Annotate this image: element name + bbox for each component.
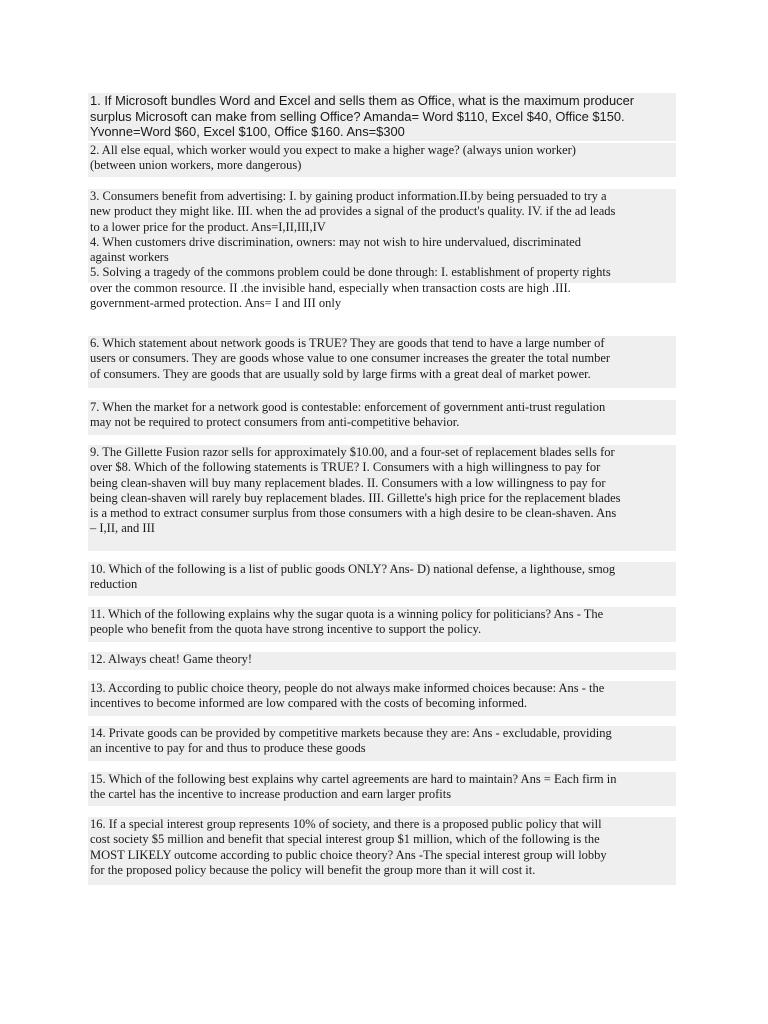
question-14-paragraph: 14. Private goods can be provided by competitive markets because they are: Ans - excludable, providing an incentive to pay for and thus to produce these goods: [88, 726, 676, 761]
question-11-paragraph: 11. Which of the following explains why the sugar quota is a winning policy for politicians? Ans - The people who benefit from the quota have strong incentive to support the policy.: [88, 607, 676, 642]
question-15-paragraph: 15. Which of the following best explains why cartel agreements are hard to maintain? Ans = Each firm in the cartel has the incentive to increase production and earn larger profits: [88, 772, 676, 806]
question-16-paragraph: 16. If a special interest group represents 10% of society, and there is a proposed public policy that will cost society $5 million and benefit that special interest group $1 million, which of the following is the MOST LIKELY outcome according to public choice theory? Ans -The special interest group will lobby for the proposed policy because the policy will benefit the group more than it will cost it.: [88, 817, 676, 885]
question-1-paragraph: 1. If Microsoft bundles Word and Excel and sells them as Office, what is the maximum producer surplus Microsoft can make from selling Office? Amanda= Word $110, Excel $40, Office $150. Yvonne=Word $60, Excel $100, Office $160. Ans=$300: [88, 93, 676, 141]
question-12-paragraph: 12. Always cheat! Game theory!: [88, 652, 676, 670]
question-2-paragraph: 2. All else equal, which worker would you expect to make a higher wage? (always union worker) (between union workers, more dangerous): [88, 143, 676, 177]
questions-3-to-5-paragraph: 3. Consumers benefit from advertising: I. by gaining product information.II.by being persuaded to try a new product they might like. III. when the ad provides a signal of the product's quality. IV. if the ad leads to a lower price for the product. Ans=I,II,III,IV 4. When customers drive discrimination, owners: may not wish to hire undervalued, discriminated against workers 5. Solving a tragedy of the commons problem could be done through: I. establishment of property rights over the common resource. II .the invisible hand, especially when transaction costs are high .III. government-armed protection. Ans= I and III only: [88, 189, 676, 283]
question-7-paragraph: 7. When the market for a network good is contestable: enforcement of government anti-trust regulation may not be required to protect consumers from anti-competitive behavior.: [88, 400, 676, 435]
question-6-paragraph: 6. Which statement about network goods is TRUE? They are goods that tend to have a large number of users or consumers. They are goods whose value to one consumer increases the greater the total number of consumers. They are goods that are usually sold by large firms with a great deal of market power.: [88, 336, 676, 388]
question-13-paragraph: 13. According to public choice theory, people do not always make informed choices because: Ans - the incentives to become informed are low compared with the costs of becoming informed.: [88, 681, 676, 716]
question-9-paragraph: 9. The Gillette Fusion razor sells for approximately $10.00, and a four-set of replacement blades sells for over $8. Which of the following statements is TRUE? I. Consumers with a high willingness to pay for being clean-shaven will buy many replacement blades. II. Consumers with a low willingness to pay for being clean-shaven will rarely buy replacement blades. III. Gillette's high price for the replacement blades is a method to extract consumer surplus from those consumers with a high desire to be clean-shaven. Ans – I,II, and III: [88, 445, 676, 551]
question-10-paragraph: 10. Which of the following is a list of public goods ONLY? Ans- D) national defense, a lighthouse, smog reduction: [88, 562, 676, 596]
